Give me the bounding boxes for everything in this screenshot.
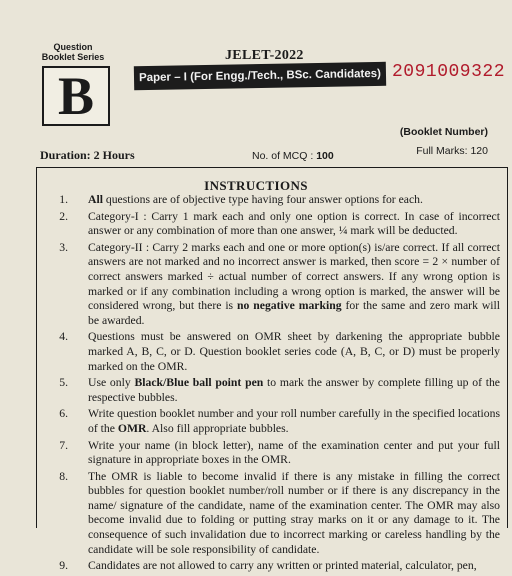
bold-text: OMR [117, 421, 147, 435]
paper-title-banner [134, 62, 386, 90]
instruction-text: Questions must be answered on OMR sheet by darkening the appropriate bubble marked A, B, C, or D. Question booklet series code (A, B, C, or D) must be properly marked on the OMR. [88, 330, 500, 373]
instruction-text: Write your name (in block letter), name of the examination center and put your full signature in appropriate boxes in the OMR. [88, 438, 500, 467]
instruction-text-part: questions are of objective type having four answer options for each. [102, 193, 423, 206]
instruction-item [44, 470, 504, 558]
instruction-item [44, 241, 504, 329]
instruction-item [44, 439, 504, 468]
full-marks: Full Marks: 120 [416, 145, 488, 157]
series-label-line1: Question [53, 42, 93, 52]
booklet-series-label [38, 42, 108, 62]
instruction-text [88, 241, 504, 329]
series-label-line2: Booklet Series [41, 52, 105, 62]
instruction-number: 1. [59, 193, 68, 206]
instruction-text-part: Write question booklet number and your roll number carefully in the specified locations of the [88, 407, 500, 435]
duration: Duration: 2 Hours [40, 148, 135, 162]
instruction-number: 4. [59, 330, 68, 344]
instruction-text [88, 193, 504, 208]
instruction-text-part: to mark the answer by complete filling up of the respective bubbles. [88, 376, 500, 404]
instructions-heading: INSTRUCTIONS [204, 178, 308, 193]
series-letter: B [57, 66, 95, 126]
instruction-item [44, 376, 504, 405]
instruction-number: 5. [59, 376, 68, 390]
instruction-number: 7. [59, 438, 68, 452]
booklet-series-box [42, 66, 110, 126]
booklet-number-label: (Booklet Number) [399, 126, 488, 138]
bold-text: no negative marking [237, 299, 342, 313]
instruction-number: 8. [59, 469, 68, 483]
instructions-list [44, 193, 504, 576]
instruction-text: The OMR is liable to become invalid if there is any mistake in filling the correct bubbles for question booklet number/roll number or if there is any discrepancy in the name/ signature of the candidate, name of the examination center. The OMR may also become invalid due to folding or putting stray marks on it or any damage to it. The consequence of such invalidation due to incorrect marking or careless handling by the candidate will be sole responsibility of candidate. [88, 469, 500, 556]
instruction-text-part: Use only [88, 376, 135, 390]
instruction-number: 3. [59, 240, 68, 254]
instruction-item [44, 193, 504, 208]
instruction-item [44, 407, 504, 436]
instruction-item [44, 210, 504, 239]
instruction-text: Category-I : Carry 1 mark each and only one option is correct. In case of incorrect answer or any combination of more than one answer, ¼ mark will be deducted. [88, 209, 500, 238]
booklet-number: 2091009322 [392, 62, 506, 82]
instruction-number: 2. [59, 209, 68, 223]
instruction-number: 6. [59, 407, 68, 421]
exam-title: JELET-2022 [225, 48, 304, 63]
bold-text: Black/Blue ball point pen [134, 376, 264, 390]
mcq-value: 100 [316, 150, 334, 162]
instruction-text-part: Category-II : Carry 2 marks each and one or more option(s) is/are correct. If all correct answers are not marked and no incorrect answer is marked, then score = 2 × number of correct answers marked ÷ actual number of correct answers. If any wrong option is marked or if any combination including a wrong option is marked, the answer will be considered wrong, but there is [88, 240, 500, 313]
instruction-text: Candidates are not allowed to carry any written or printed material, calculator, pen, [88, 559, 477, 573]
mcq-count [252, 150, 334, 162]
instruction-number: 9. [59, 559, 68, 573]
instruction-text-part: . Also fill appropriate bubbles. [146, 421, 289, 435]
instruction-text [88, 407, 504, 436]
bold-text: All [88, 193, 103, 206]
paper-title: Paper – I (For Engg./Tech., BSc. Candidates) [138, 67, 382, 85]
instruction-text [88, 376, 504, 405]
instruction-item [44, 559, 504, 574]
instruction-text-part: for the same and zero mark will be awarded. [88, 299, 501, 327]
instruction-item [44, 330, 504, 374]
mcq-label: No. of MCQ : [252, 150, 314, 162]
